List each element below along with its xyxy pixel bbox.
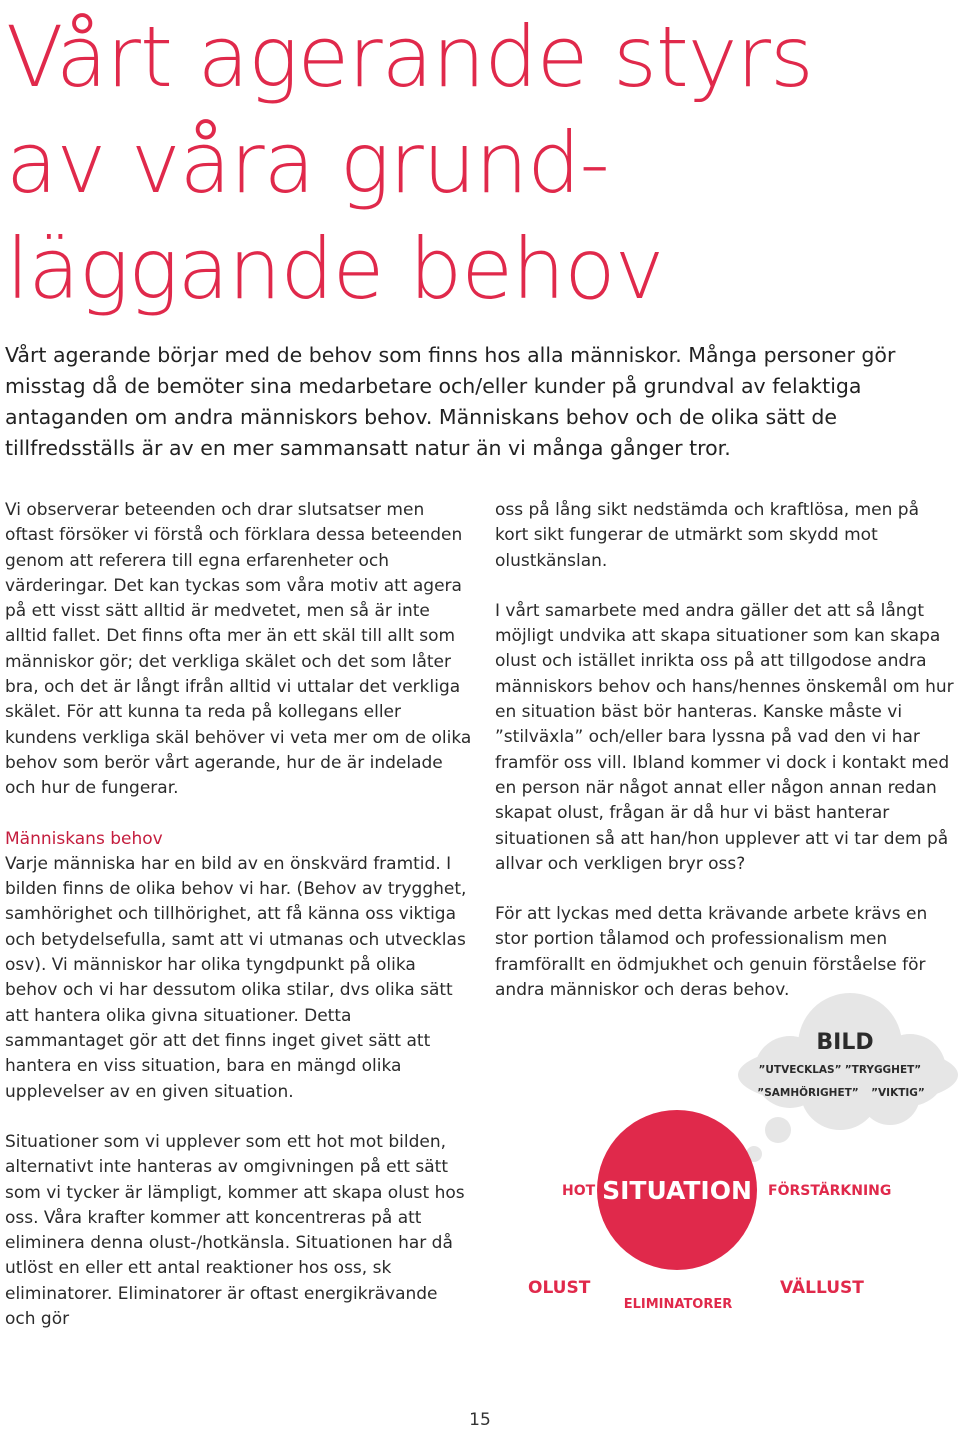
intro-paragraph: Vårt agerande börjar med de behov som finns hos alla människor. Många personer gör misstag då de bemöter sina medarbetare och/eller kunder på grundval av felaktiga antaganden om andra människors behov. Människans behov och de olika sätt de tillfredsställs är av en mer sammansatt natur än vi många gånger tror. (5, 343, 896, 460)
cloud-item-samhorighet: ”SAMHÖRIGHET” (757, 1087, 859, 1099)
eliminatorer-label: ELIMINATORER (623, 1297, 733, 1312)
left-paragraph-2: Varje människa har en bild av en önskvärd framtid. I bilden finns de olika behov vi har. (Behov av trygghet, samhörighet och tillhörighet, att få känna oss viktiga och betydelsefulla, samt att vi utmanas och utvecklas osv). Vi människor har olika tyngdpunkt på olika behov och vi har dessutom olika stilar, dvs olika sätt att hantera olika givna situationer. Detta sammantaget gör att det finns inget givet sätt att hantera en viss situation, bara en mängd olika upplevelser av en given situation. (5, 853, 467, 1102)
cloud-title: BILD (816, 1030, 874, 1055)
title-line-2: av våra grund- (6, 114, 609, 212)
bottom-left-paragraph: Situationer som vi upplever som ett hot mot bilden, alternativt inte hanteras av omgivningen på ett sätt som vi tycker är lämpligt, kommer att skapa olust hos oss. Våra krafter kommer att koncentreras på att eliminera denna olust-/hotkänsla. Situationen har då utlöst en eller ett antal reaktioner hos oss, sk eliminatorer. Eliminatorer är oftast energikrävande och gör (5, 1132, 465, 1330)
cloud-item-viktig: ”VIKTIG” (871, 1087, 925, 1099)
thought-bubble-large (765, 1117, 791, 1143)
needs-section (5, 827, 473, 1105)
vallust-label: VÄLLUST (780, 1278, 864, 1298)
right-paragraph-2: I vårt samarbete med andra gäller det att så långt möjligt undvika att skapa situationer som kan skapa olust och istället inrikta oss på att tillgodose andra människors behov och hans/hennes önskemål om hur en situation bäst bör hanteras. Kanske måste vi ”stilväxla” och/eller bara lyssna på vad den vi har framför oss vill. Ibland kommer vi dock i kontakt med en person när något annat eller någon annan redan skapat olust, frågan är då hur vi bäst hanterar situationen så att han/hon upplever att vi tar dem på allvar och verkligen bryr oss? (495, 600, 954, 874)
title-line-3: läggande behov (6, 220, 664, 318)
subheading: Människans behov (5, 828, 163, 849)
page-number: 15 (469, 1410, 491, 1430)
page-title (6, 4, 946, 322)
cloud-item-trygghet: ”TRYGGHET” (844, 1064, 922, 1076)
right-column (495, 498, 957, 1028)
forstarkning-label: FÖRSTÄRKNING (768, 1183, 892, 1199)
olust-label: OLUST (528, 1278, 591, 1298)
left-paragraph-1: Vi observerar beteenden och drar slutsatser men oftast försöker vi förstå och förklara dessa beteenden genom att referera till egna erfarenheter och värderingar. Det kan tyckas som våra motiv att agera på ett visst sätt alltid är medvetet, men så är inte alltid fallet. Det finns ofta mer än ett skäl till allt som människor gör; det verkliga skälet och det som låter bra, och det är långt ifrån alltid vi uttalar det verkliga skälet. För att kunna ta reda på kollegans eller kundens verkliga skäl behöver vi veta mer om de olika behov som berör vårt agerande, hur de är indelade och hur de fungerar. (5, 500, 472, 799)
needs-diagram (510, 990, 960, 1320)
right-paragraph-1: oss på lång sikt nedstämda och kraftlösa, men på kort sikt fungerar de utmärkt som skydd mot olustkänslan. (495, 500, 920, 571)
thought-cloud (733, 993, 958, 1175)
cloud-item-utvecklas: ”UTVECKLAS” (758, 1064, 842, 1076)
situation-label: SITUATION (602, 1176, 752, 1205)
right-paragraph-3: För att lyckas med detta krävande arbete krävs en stor portion tålamod och professionalism men framförallt en ödmjukhet och genuin förståelse för andra människor och deras behov. (495, 904, 928, 1001)
hot-label: HOT (562, 1183, 596, 1199)
title-line-1: Vårt agerande styrs (6, 8, 813, 106)
left-column (5, 498, 473, 1130)
bottom-left-column (5, 1130, 470, 1357)
